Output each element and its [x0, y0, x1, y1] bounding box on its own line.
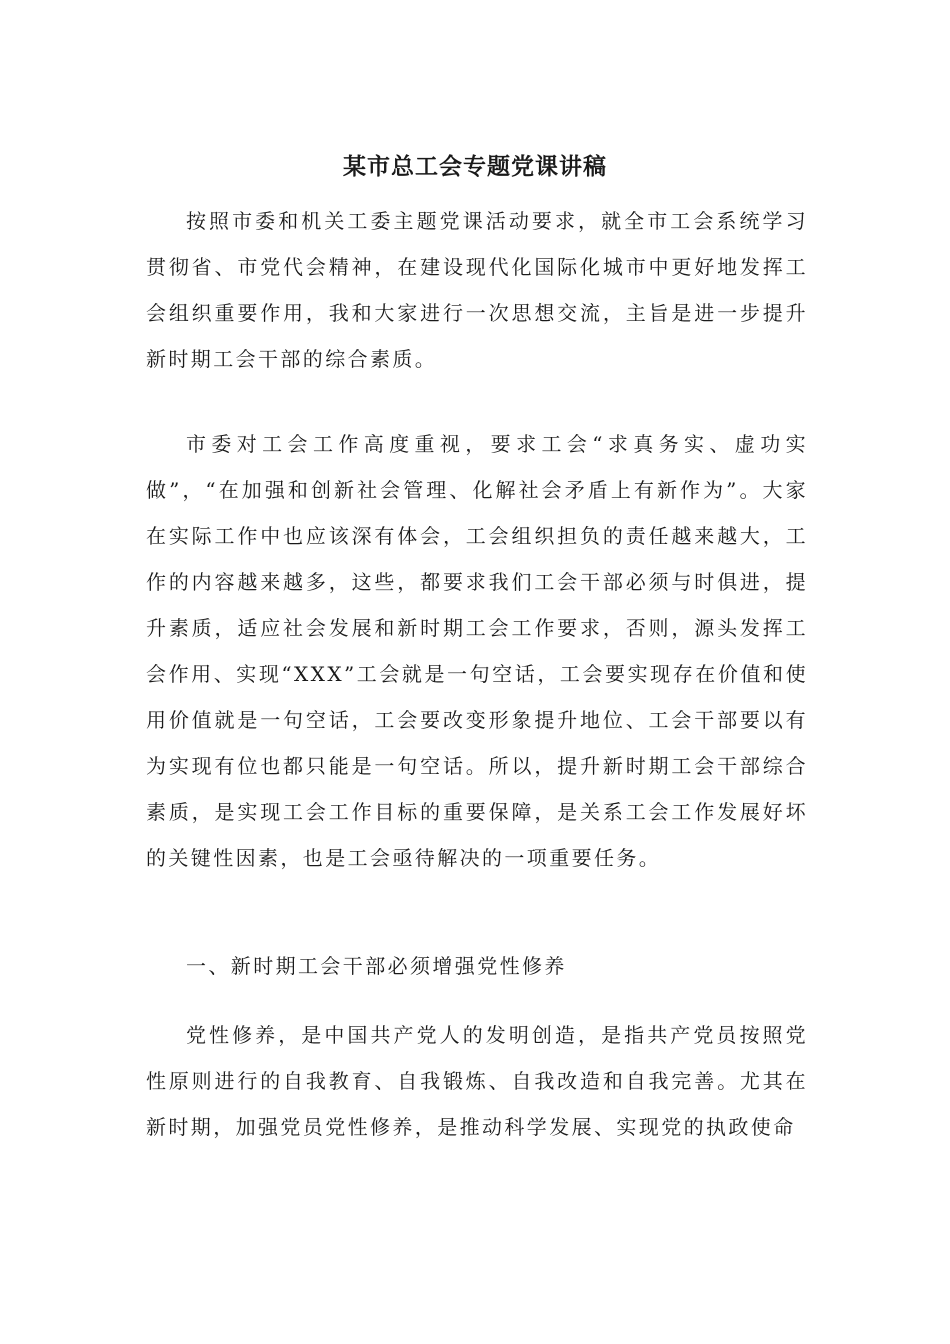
document-title: 某市总工会专题党课讲稿 [343, 153, 607, 181]
context-paragraph: 市委对工会工作高度重视，要求工会“求真务实、虚功实做”，“在加强和创新社会管理、化解社会矛盾上有新作为”。大家在实际工作中也应该深有体会，工会组织担负的责任越来越大，工作的内容越来越多，这些，都要求我们工会干部必须与时俱进，提升素质，适应社会发展和新时期工会工作要求，否则，源头发挥工会作用、实现“XXX”工会就是一句空话，工会要实现存在价值和使用价值就是一句空话，工会要改变形象提升地位、工会干部要以有为实现有位也都只能是一句空话。所以，提升新时期工会干部综合素质，是实现工会工作目标的重要保障，是关系工会工作发展好坏的关键性因素，也是工会亟待解决的一项重要任务。 [146, 432, 808, 870]
intro-paragraph: 按照市委和机关工委主题党课活动要求，就全市工会系统学习贯彻省、市党代会精神，在建设现代化国际化城市中更好地发挥工会组织重要作用，我和大家进行一次思想交流，主旨是进一步提升新时期工会干部的综合素质。 [146, 209, 808, 371]
section-paragraph: 党性修养，是中国共产党人的发明创造，是指共产党员按照党性原则进行的自我教育、自我锻炼、自我改造和自我完善。尤其在新时期，加强党员党性修养，是推动科学发展、实现党的执政使命 [146, 1023, 808, 1139]
section-heading: 一、新时期工会干部必须增强党性修养 [186, 954, 567, 978]
